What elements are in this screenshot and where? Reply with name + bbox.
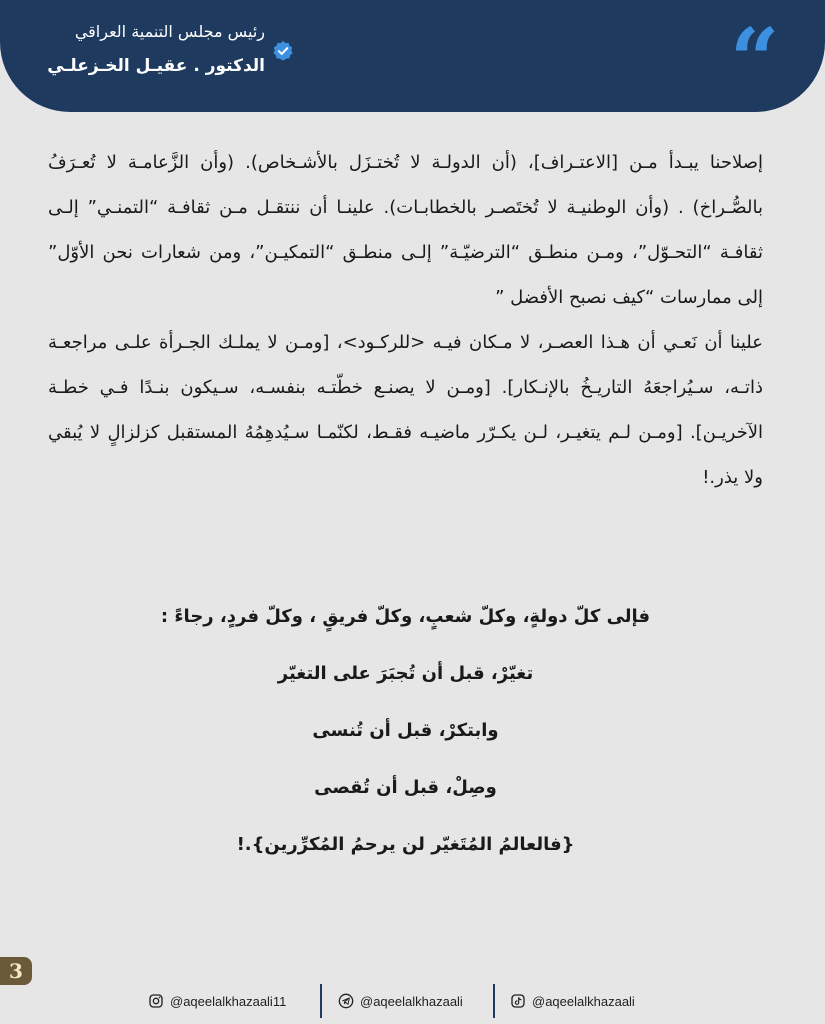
closing-line-4: وصِلْ، قبل أن تُقصى (314, 777, 497, 798)
tiktok-link[interactable] (510, 988, 635, 1014)
header-banner (0, 0, 825, 112)
verified-badge-icon (272, 40, 294, 62)
social-footer (140, 984, 685, 1018)
footer-divider (320, 984, 322, 1018)
author-name: الدكتور . عقيـل الخـزعلـي (47, 56, 265, 76)
footer-divider (493, 984, 495, 1018)
telegram-link[interactable] (338, 988, 463, 1014)
tiktok-icon (510, 993, 526, 1009)
double-quote-icon: “ (730, 10, 780, 111)
article-paragraph-1: إصلاحنا يبـدأ مـن [الاعتـراف]، (أن الدولـة لا تُختـزَل بالأشـخاص). (وأن الزَّعامـة لا تُعـرَفُ بالصُّـراخ) . (وأن الوطنيـة لا تُختَصـر بالخطابـات). علينـا أن ننتقـل مـن ثقافـة “التمنـي” إلـى ثقافـة “التحـوّل”، ومـن منطـق “الترضيّـة” إلـى منطـق “التمكيـن”، ومن شعارات نحن الأوّل” إلى ممارسات “كيف نصبح الأفضل ” (48, 152, 763, 308)
instagram-link[interactable] (148, 988, 286, 1014)
closing-line-3: وابتكرْ، قبل أن تُنسى (312, 720, 499, 741)
author-title: رئيس مجلس التنمية العراقي (74, 22, 265, 41)
closing-lines (48, 588, 763, 873)
telegram-handle: @aqeelalkhazaali (360, 993, 463, 1009)
tiktok-handle: @aqeelalkhazaali (532, 993, 635, 1009)
article-paragraph-2: علينا أن نَعـي أن هـذا العصـر، لا مـكان فيـه <للركـود>، [ومـن لا يملـك الجـرأة علـى مراجعـة ذاتـه، سـيُراجعَهُ التاريـخُ بالإنـكار]. [ومـن لا يصنـع خطّتـه بنفسـه، سـيكون بنـدًا فـي خطـة الآخريـن]. [ومـن لـم يتغيـر، لـن يكـرّر ماضيـه فقـط، لكنّمـا سـيُدهِمُهُ المستقبل كزلزالٍ لا يُبقي ولا يذر.! (48, 332, 763, 488)
page-number: 3 (0, 957, 32, 985)
closing-line-1: فإلى كلّ دولةٍ، وكلّ شعبٍ، وكلّ فريقٍ ، وكلّ فردٍ، رجاءً : (160, 606, 651, 627)
article-body (48, 140, 763, 500)
telegram-icon (338, 993, 354, 1009)
instagram-handle: @aqeelalkhazaali11 (170, 993, 287, 1009)
instagram-icon (148, 993, 164, 1009)
closing-line-2: تغيّرْ، قبل أن تُجبَرَ على التغيّر (277, 663, 534, 684)
closing-line-5: {فالعالمُ المُتَغيّر لن يرحمُ المُكرِّرين}.! (236, 834, 575, 855)
